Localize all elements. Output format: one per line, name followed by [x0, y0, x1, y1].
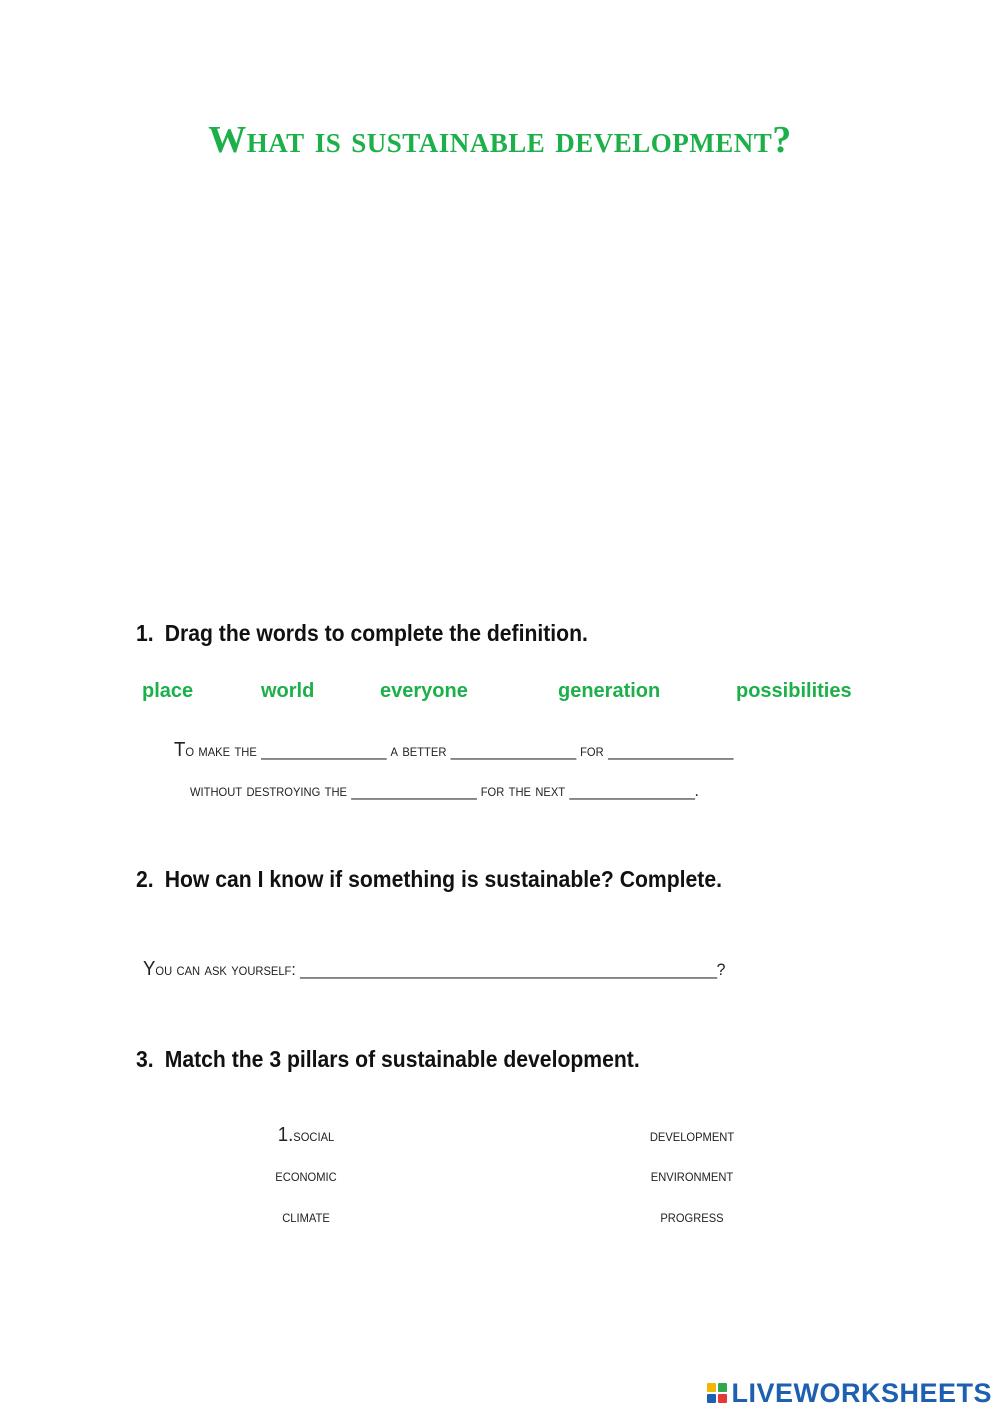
match-right-item[interactable]	[599, 1207, 785, 1227]
answer-input-blank[interactable]: __________________________________________________	[300, 960, 717, 979]
question-3-heading	[136, 1046, 640, 1073]
q2-question-mark: ?	[716, 960, 726, 979]
match-right-item[interactable]	[599, 1166, 785, 1186]
match-right-label: environment	[650, 1166, 734, 1185]
q2-prompt: ou can ask yourself:	[155, 960, 296, 979]
q2-initial: Y	[143, 958, 156, 980]
line-1-text-b: a better	[390, 741, 447, 760]
question-2-answer-line	[143, 958, 725, 981]
drop-blank-4[interactable]: _______________	[351, 781, 477, 800]
match-right-item[interactable]	[599, 1126, 785, 1146]
logo-text: LIVEWORKSHEETS	[731, 1377, 992, 1408]
drag-word-place[interactable]: place	[142, 680, 194, 702]
match-left-item[interactable]	[213, 1207, 399, 1227]
line-2-text-a: without destroying the	[190, 781, 347, 800]
drop-blank-1[interactable]: _______________	[261, 741, 387, 760]
logo-block	[718, 1383, 727, 1392]
drag-word-world[interactable]: world	[261, 680, 315, 702]
line-2-period: .	[694, 781, 699, 800]
question-3-text: Match the 3 pillars of sustainable development.	[164, 1046, 640, 1072]
match-left-label: climate	[282, 1207, 330, 1226]
drop-blank-3[interactable]: _______________	[608, 741, 734, 760]
question-3-number: 3.	[136, 1046, 154, 1072]
match-left-item[interactable]	[213, 1166, 399, 1186]
question-2-number: 2.	[136, 866, 154, 892]
drag-word-generation[interactable]: generation	[558, 680, 661, 702]
drag-word-possibilities[interactable]: possibilities	[736, 680, 852, 702]
question-2-heading	[136, 866, 722, 893]
drop-blank-2[interactable]: _______________	[450, 741, 576, 760]
match-left-number: 1.	[277, 1124, 294, 1146]
match-right-label: development	[649, 1126, 735, 1145]
match-left-label: economic	[275, 1166, 337, 1185]
line-2-text-b: for the next	[480, 781, 566, 800]
drop-blank-5[interactable]: _______________	[569, 781, 695, 800]
definition-line-2	[190, 781, 699, 801]
logo-block	[707, 1383, 716, 1392]
line-1-text-c: for	[580, 741, 604, 760]
question-1-text: Drag the words to complete the definition.	[164, 620, 588, 646]
page-title: What is sustainable development?	[208, 119, 792, 161]
question-1-heading	[136, 620, 588, 647]
match-right-label: progress	[660, 1207, 724, 1226]
question-1-number: 1.	[136, 620, 154, 646]
liveworksheets-logo	[707, 1376, 992, 1410]
logo-block	[718, 1394, 727, 1403]
drag-word-everyone[interactable]: everyone	[380, 680, 468, 702]
line-1-text-a: o make the	[185, 741, 257, 760]
match-left-label: social	[293, 1126, 335, 1145]
line-1-initial: T	[174, 739, 186, 761]
definition-line-1	[174, 739, 733, 762]
logo-block	[707, 1394, 716, 1403]
logo-blocks-icon	[707, 1383, 727, 1403]
question-2-text: How can I know if something is sustainable? Complete.	[164, 866, 722, 892]
match-left-item[interactable]	[213, 1124, 399, 1147]
